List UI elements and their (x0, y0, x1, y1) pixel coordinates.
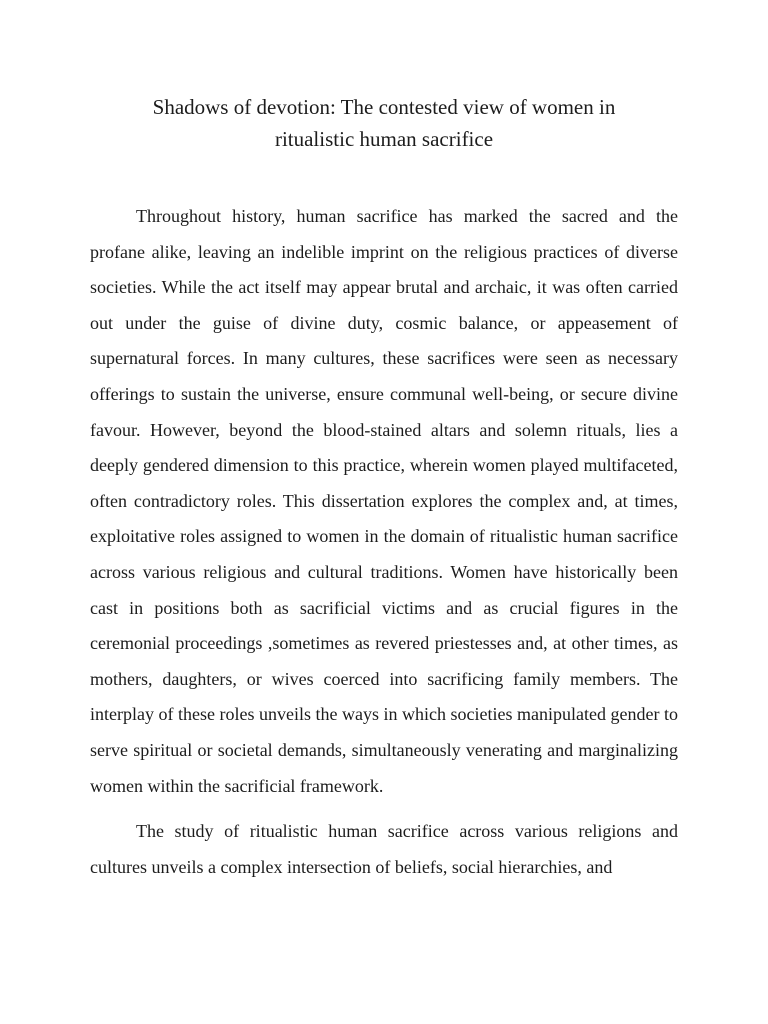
paragraph-2: The study of ritualistic human sacrifice across various religions and cultures unveils a complex intersection of beliefs, social hierarchies, and (90, 821, 678, 877)
document-body (90, 199, 678, 885)
title-line-2: ritualistic human sacrifice (274, 127, 494, 151)
paragraph-1: Throughout history, human sacrifice has marked the sacred and the profane alike, leaving an indelible imprint on the religious practices of diverse societies. While the act itself may appear brutal and archaic, it was often carried out under the guise of divine duty, cosmic balance, or appeasement of supernatural forces. In many cultures, these sacrifices were seen as necessary offerings to sustain the universe, ensure communal well-being, or secure divine favour. However, beyond the blood-stained altars and solemn rituals, lies a deeply gendered dimension to this practice, wherein women played multifaceted, often contradictory roles. This dissertation explores the complex and, at times, exploitative roles assigned to women in the domain of ritualistic human sacrifice across various religious and cultural traditions. Women have historically been cast in positions both as sacrificial victims and as crucial figures in the ceremonial proceedings ,sometimes as revered priestesses and, at other times, as mothers, daughters, or wives coerced into sacrificing family members. The interplay of these roles unveils the ways in which societies manipulated gender to serve spiritual or societal demands, simultaneously venerating and marginalizing women within the sacrificial framework. (90, 206, 678, 796)
title-line-1: Shadows of devotion: The contested view of women in (152, 95, 616, 119)
document-title (90, 91, 678, 155)
